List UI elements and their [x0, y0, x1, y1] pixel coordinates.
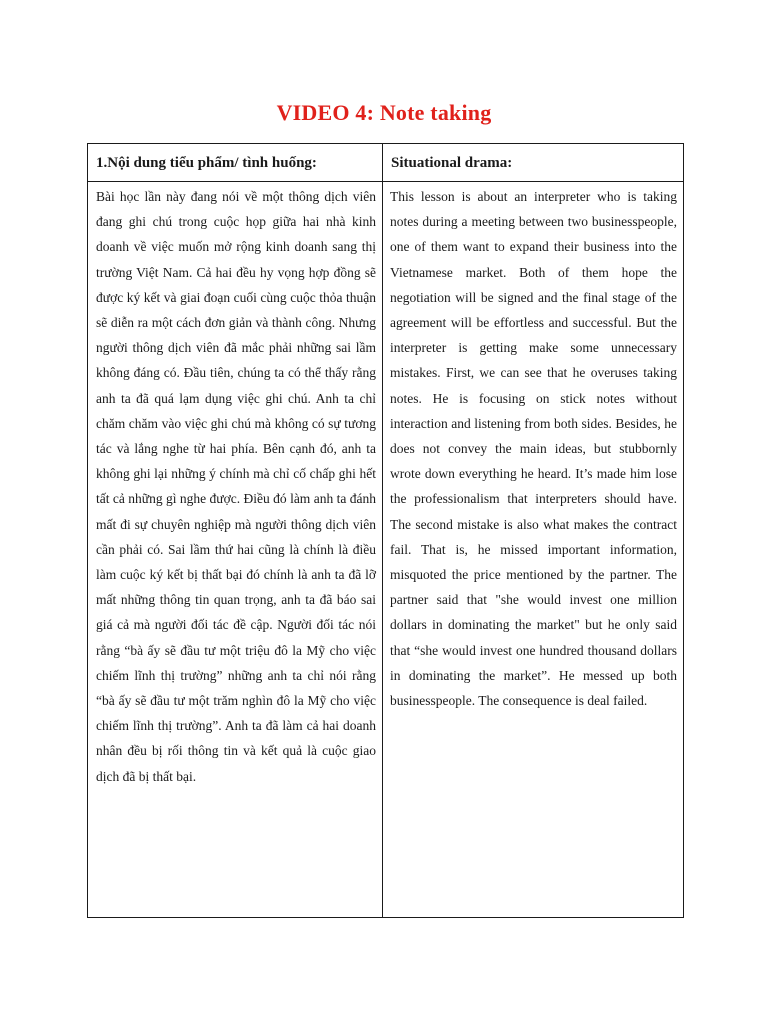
page-title: VIDEO 4: Note taking [276, 100, 492, 125]
english-column-text: This lesson is about an interpreter who is taking notes during a meeting between two businesspeople, one of them want to expand their business into the Vietnamese market. Both of them hope the negotiation will be signed and the final stage of the agreement will be effortless and successful. But the interpreter is getting make some unnecessary mistakes. First, we can see that he overuses taking notes. He is focusing on stick notes without interaction and listening from both sides. Besides, he does not convey the main ideas, but stubbornly wrote down everything he heard. It’s made him lose the professionalism that interpreters should have. The second mistake is also what makes the contract fail. That is, he missed important information, misquoted the price mentioned by the partner. The partner said that "she would invest one million dollars in dominating the market" but he only said that “she would invest one hundred thousand dollars in dominating the market”. He messed up both businesspeople. The consequence is deal failed. [390, 189, 677, 709]
vietnamese-column-header: 1.Nội dung tiểu phẩm/ tình huống: [88, 144, 382, 182]
vietnamese-column-text: Bài học lần này đang nói về một thông dịch viên đang ghi chú trong cuộc họp giữa hai nhà kinh doanh về việc muốn mở rộng kinh doanh sang thị trường Việt Nam. Cả hai đều hy vọng hợp đồng sẽ được ký kết và giai đoạn cuối cùng cuộc thỏa thuận sẽ diễn ra một cách đơn giản và thành công. Nhưng người thông dịch viên đã mắc phải những sai lầm không đáng có. Đầu tiên, chúng ta có thể thấy rằng anh ta đã quá lạm dụng việc ghi chú. Anh ta chỉ chăm chăm vào việc ghi chú mà không có sự tương tác và lắng nghe từ hai phía. Bên cạnh đó, anh ta không ghi lại những ý chính mà chỉ cố chấp ghi hết tất cả những gì nghe được. Điều đó làm anh ta đánh mất đi sự chuyên nghiệp mà người thông dịch viên cần phải có. Sai lầm thứ hai cũng là chính là điều làm cuộc ký kết bị thất bại đó chính là anh ta đã lỡ mất những thông tin quan trọng, anh ta đã báo sai giá cả mà người đối tác đề cập. Người đối tác nói rằng “bà ấy sẽ đầu tư một triệu đô la Mỹ cho việc chiếm lĩnh thị trường” những anh ta chỉ nói rằng “bà ấy sẽ đầu tư một trăm nghìn đô la Mỹ cho việc chiếm lĩnh thị trường”. Anh ta đã làm cả hai doanh nhân đều bị rối thông tin và kết quả là cuộc giao dịch đã bị thất bại. [96, 189, 376, 784]
vietnamese-column [88, 144, 383, 917]
english-column [383, 144, 683, 917]
english-column-header: Situational drama: [383, 144, 683, 182]
content-table [87, 143, 684, 918]
